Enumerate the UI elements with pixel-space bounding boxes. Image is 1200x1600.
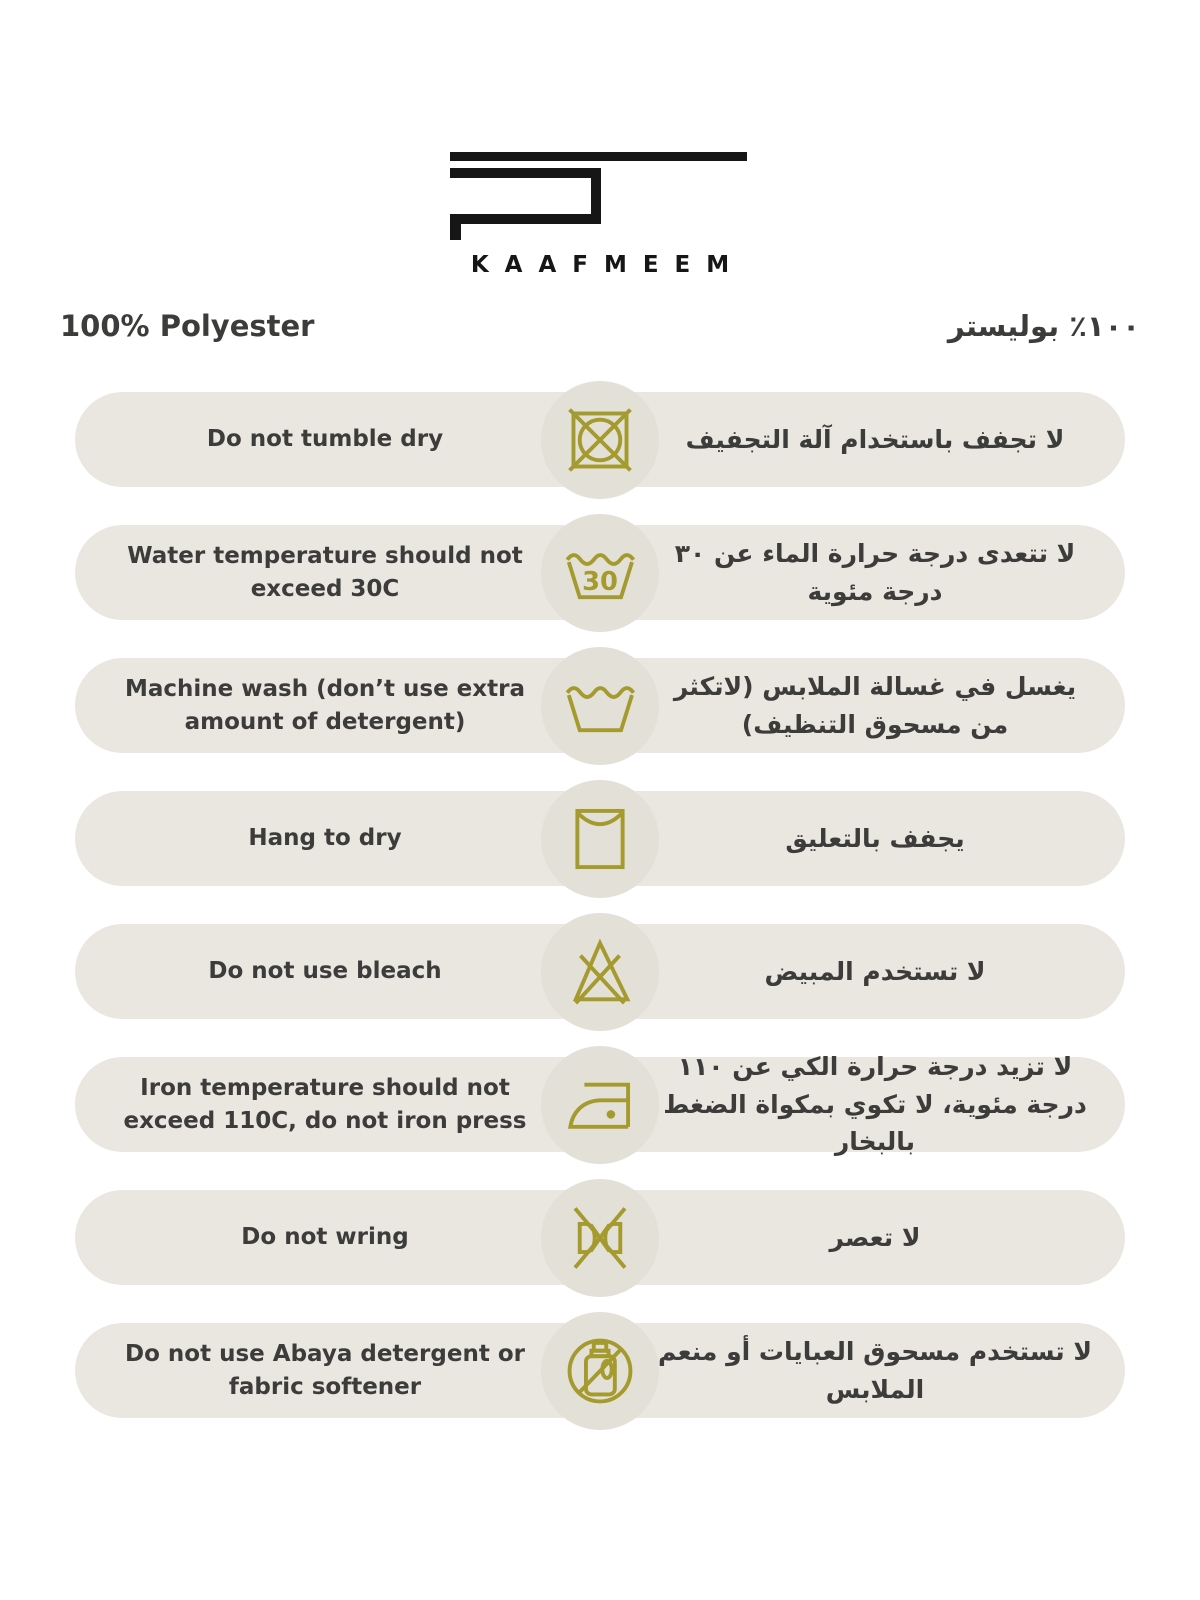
care-row-wash-30c [75,525,1125,620]
material-label-en: 100% Polyester [60,309,315,343]
care-instruction-en: Water temperature should not exceed 30C [127,543,523,602]
care-instruction-ar: لا تستخدم المبيض [764,956,986,986]
care-instruction-ar: لا تجفف باستخدام آلة التجفيف [685,424,1065,454]
icon-circle [541,647,659,765]
brand-name: KAAFMEEM [470,252,746,278]
care-instruction-en: Do not wring [241,1224,409,1251]
do-not-wring-icon [561,1199,639,1277]
care-row-hang-to-dry [75,791,1125,886]
care-instruction-en: Do not use bleach [208,958,442,985]
care-instruction-ar: لا تزيد درجة حرارة الكي عن ١١٠ درجة مئوية، لا تكوي بمكواة الضغط بالبخار [663,1052,1087,1157]
care-instruction-en: Hang to dry [248,825,402,852]
icon-circle [541,381,659,499]
care-row-machine-wash [75,658,1125,753]
wash-temperature-label: 30 [582,566,618,597]
kaafmeem-logo-icon [450,152,750,242]
care-row-do-not-tumble-dry [75,392,1125,487]
icon-circle [541,514,659,632]
icon-circle [541,780,659,898]
care-instruction-ar: لا تتعدى درجة حرارة الماء عن ٣٠ درجة مئوية [674,539,1076,606]
machine-wash-icon [561,667,639,745]
icon-circle [541,1312,659,1430]
care-instruction-en: Do not tumble dry [206,426,444,453]
no-detergent-icon [561,1332,639,1410]
care-instruction-ar: يغسل في غسالة الملابس (لاتكثر من مسحوق التنظيف) [673,672,1077,739]
care-instruction-ar: لا تعصر [829,1222,921,1252]
care-instruction-en: Machine wash (don’t use extra amount of detergent) [125,676,525,735]
care-instruction-en: Iron temperature should not exceed 110C, do not iron press [123,1075,527,1134]
logo-block [0,0,1200,278]
care-instruction-ar: يجفف بالتعليق [785,823,965,853]
material-label-ar: ١٠٠٪ بوليستر [947,309,1140,343]
iron-110c-icon [561,1066,639,1144]
care-instruction-en: Do not use Abaya detergent or fabric softener [125,1341,525,1400]
care-instruction-ar: لا تستخدم مسحوق العبايات أو منعم الملابس [658,1337,1092,1404]
do-not-tumble-dry-icon [561,401,639,479]
care-row-do-not-wring [75,1190,1125,1285]
icon-circle [541,913,659,1031]
hang-to-dry-icon [561,800,639,878]
do-not-bleach-icon [561,933,639,1011]
icon-circle [541,1046,659,1164]
care-row-do-not-bleach [75,924,1125,1019]
care-rows [0,392,1200,1418]
wash-30c-icon [561,534,639,612]
icon-circle [541,1179,659,1297]
care-row-no-detergent [75,1323,1125,1418]
care-row-iron-110c [75,1052,1125,1157]
material-row [0,304,1200,348]
